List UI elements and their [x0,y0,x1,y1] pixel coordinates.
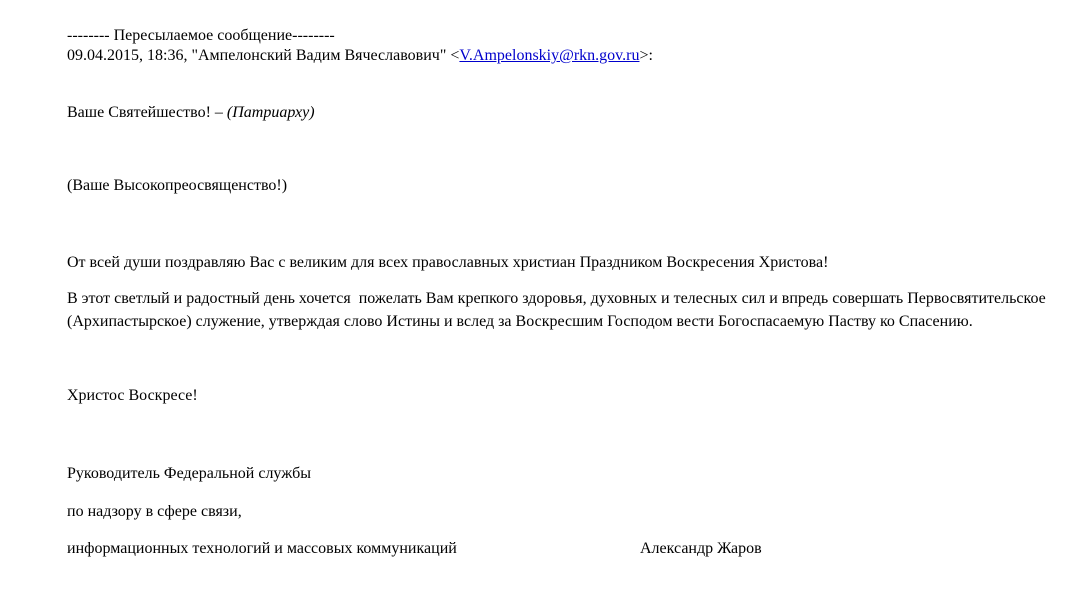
greeting-line [67,101,1064,124]
forwarded-message-header [67,26,1064,66]
signature-name: Александр Жаров [640,540,762,557]
signature-title-line1: Руководитель Федеральной службы [67,465,311,482]
body-paragraph-wishes [67,287,1064,333]
easter-exclamation-line: Христос Воскресе! [67,387,198,404]
signature-title-line3-text: информационных технологий и массовых коммуникаций [67,540,457,557]
body-paragraph-wishes-line2: (Архипастырское) служение, утверждая слово Истины и вслед за Воскресшим Господом вести Богоспасаемую Паству ко Спасению. [67,313,973,330]
sender-email-link[interactable]: V.Ampelonskiy@rkn.gov.ru [459,47,640,64]
forwarded-message-meta [67,46,1064,66]
greeting-addressee-note: (Патриарху) [226,104,315,121]
signature-title-line2: по надзору в сфере связи, [67,503,242,520]
alternate-greeting-line: (Ваше Высокопреосвященство!) [67,177,288,194]
body-paragraph-wishes-line1: В этот светлый и радостный день хочется пожелать Вам крепкого здоровья, духовных и телесных сил и впредь совершать Первосвятительское [67,290,1046,307]
greeting-text: Ваше Святейшество! – [67,104,227,121]
body-paragraph-congratulation: От всей души поздравляю Вас с великим для всех православных христиан Праздником Воскресения Христова! [67,254,829,271]
forwarded-message-date-sender: 09.04.2015, 18:36, "Ампелонский Вадим Вячеславович" < [67,47,460,64]
signature-title-line3 [67,537,1064,560]
forwarded-message-separator: -------- Пересылаемое сообщение-------- [67,27,335,44]
forwarded-message-meta-suffix: >: [639,47,653,64]
